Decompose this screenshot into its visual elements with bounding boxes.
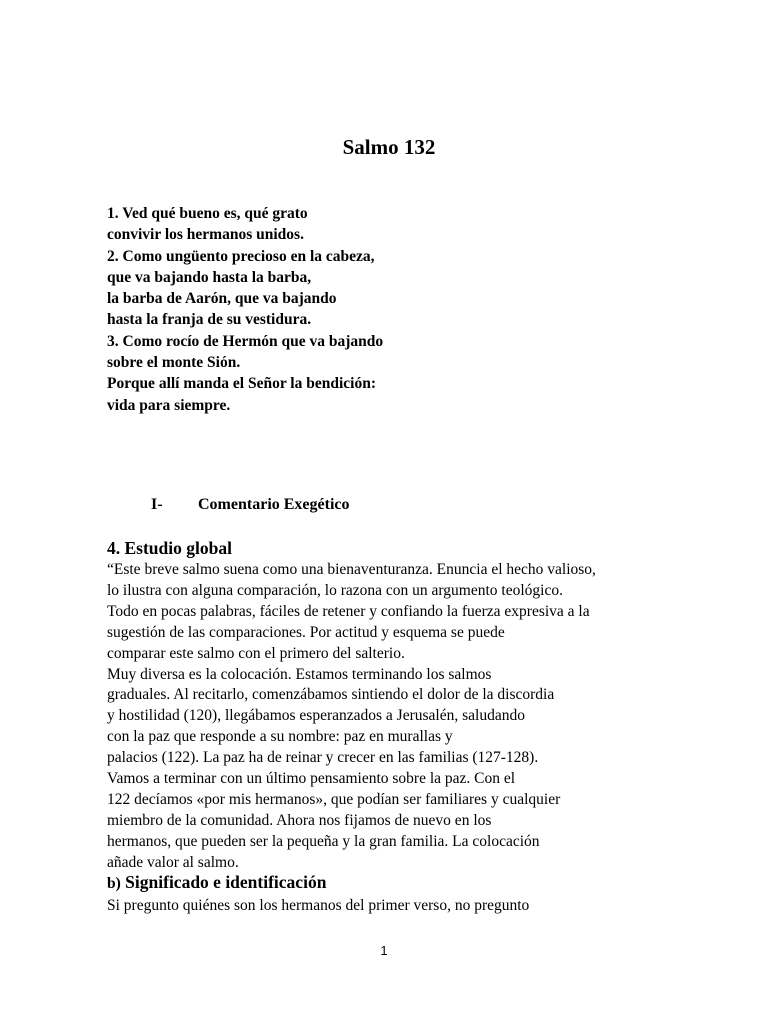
verse-line: la barba de Aarón, que va bajando bbox=[107, 290, 337, 308]
body-line: miembro de la comunidad. Ahora nos fijamos de nuevo en los bbox=[107, 811, 492, 829]
body-line: lo ilustra con alguna comparación, lo razona con un argumento teológico. bbox=[107, 581, 563, 599]
body-line: añade valor al salmo. bbox=[107, 853, 239, 871]
subsection-letter: b) bbox=[107, 875, 121, 892]
verse-line: hasta la franja de su vestidura. bbox=[107, 311, 312, 329]
body-line: sugestión de las comparaciones. Por actitud y esquema se puede bbox=[107, 623, 505, 641]
verse-line: Porque allí manda el Señor la bendición: bbox=[107, 375, 376, 393]
subsection-title: Significado e identificación bbox=[125, 872, 327, 892]
section-heading bbox=[151, 494, 350, 516]
body-line: Vamos a terminar con un último pensamiento sobre la paz. Con el bbox=[107, 770, 516, 788]
verse-line: vida para siempre. bbox=[107, 396, 231, 414]
body-line: con la paz que responde a su nombre: paz en murallas y bbox=[107, 728, 453, 746]
verse-line: 3. Como rocío de Hermón que va bajando bbox=[107, 332, 384, 350]
psalm-verses bbox=[107, 203, 383, 416]
body-line: y hostilidad (120), llegábamos esperanzados a Jerusalén, saludando bbox=[107, 707, 525, 725]
verse-line: 2. Como ungüento precioso en la cabeza, bbox=[107, 247, 375, 265]
verse-line: convivir los hermanos unidos. bbox=[107, 226, 304, 244]
verse-line: que va bajando hasta la barba, bbox=[107, 268, 312, 286]
section-title: Comentario Exegético bbox=[198, 496, 350, 513]
section-number: I- bbox=[151, 496, 163, 513]
body-line: comparar este salmo con el primero del salterio. bbox=[107, 644, 405, 662]
body-line: Todo en pocas palabras, fáciles de retener y confiando la fuerza expresiva a la bbox=[107, 602, 590, 620]
subsection-heading-estudio-global: 4. Estudio global bbox=[107, 538, 232, 558]
body-line: 122 decíamos «por mis hermanos», que podían ser familiares y cualquier bbox=[107, 790, 561, 808]
subsection-heading-significado bbox=[107, 870, 326, 896]
page-title: Salmo 132 bbox=[342, 135, 436, 159]
verse-line: 1. Ved qué bueno es, qué grato bbox=[107, 205, 308, 222]
body-line: Muy diversa es la colocación. Estamos terminando los salmos bbox=[107, 665, 492, 683]
body-line: hermanos, que pueden ser la pequeña y la gran familia. La colocación bbox=[107, 832, 540, 850]
commentary-body bbox=[107, 560, 596, 874]
body-line: palacios (122). La paz ha de reinar y crecer en las familias (127-128). bbox=[107, 749, 539, 767]
body-line-continued: Si pregunto quiénes son los hermanos del primer verso, no pregunto bbox=[107, 897, 530, 914]
verse-line: sobre el monte Sión. bbox=[107, 354, 241, 372]
page-number: 1 bbox=[380, 943, 388, 958]
body-line: “Este breve salmo suena como una bienaventuranza. Enuncia el hecho valioso, bbox=[107, 561, 596, 578]
body-line: graduales. Al recitarlo, comenzábamos sintiendo el dolor de la discordia bbox=[107, 686, 555, 704]
